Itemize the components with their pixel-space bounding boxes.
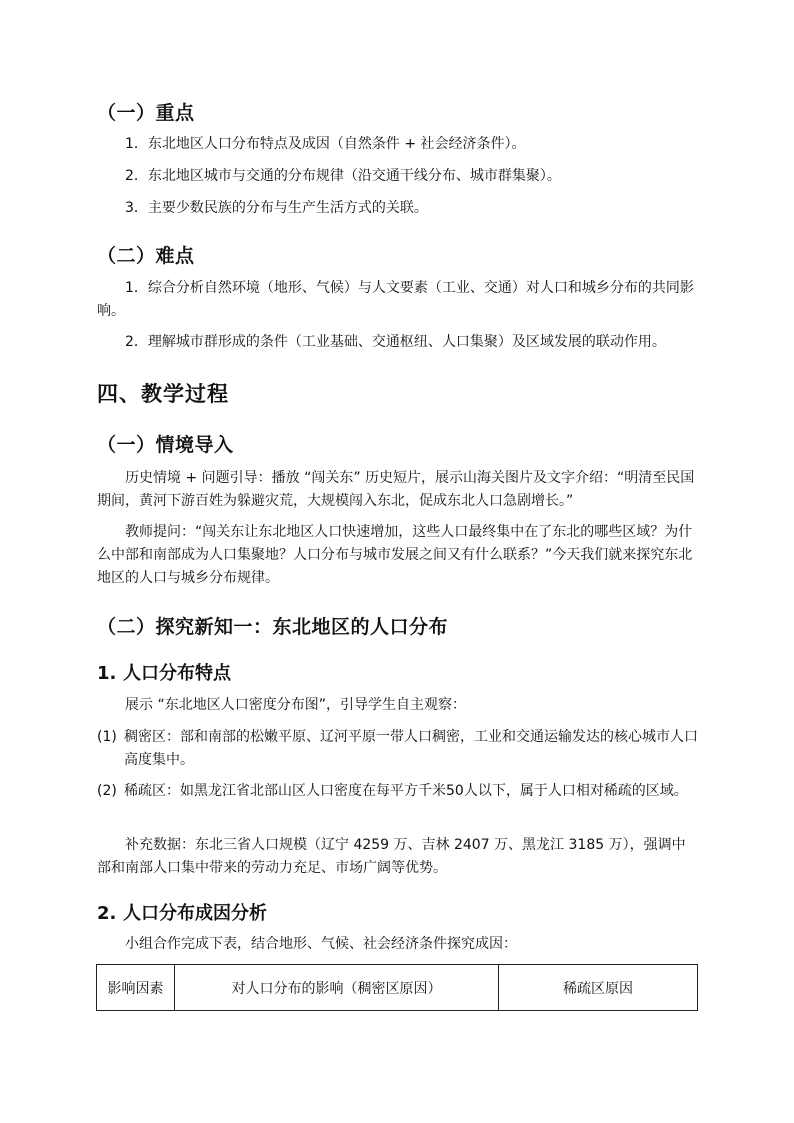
key-point-3: 3．主要少数民族的分布与生产生活方式的关联。 — [125, 200, 428, 216]
distribution-intro: 展示 “东北地区人口密度分布图”，引导学生自主观察： — [125, 697, 466, 713]
supplement-paragraph: 补充数据：东北三省人口规模（辽宁 4259 万、吉林 2407 万、黑龙江 3185 万），强调中部和南部人口集中带来的劳动力充足、市场广阔等优势。 — [97, 837, 686, 876]
situation-paragraph-1: 历史情境 + 问题引导：播放 “闯关东” 历史短片，展示山海关图片及文字介绍：“明清至民国期间，黄河下游百姓为躲避灾荒，大规模闯入东北，促成东北人口急剧增长。” — [97, 470, 695, 509]
subheading-title: 人口分布特点 — [123, 663, 231, 684]
key-point-2: 2．东北地区城市与交通的分布规律（沿交通干线分布、城市群集聚）。 — [125, 168, 561, 184]
cause-intro: 小组合作完成下表，结合地形、气候、社会经济条件探究成因： — [125, 936, 517, 952]
situation-paragraph-2: 教师提问：“闯关东让东北地区人口快速增加，这些人口最终集中在了东北的哪些区域？为什么中部和南部成为人口集聚地？人口分布与城市发展之间又有什么联系？”今天我们就来探究东北地区的人口与城乡分布规律。 — [97, 524, 693, 586]
subheading-distribution-features — [97, 659, 231, 685]
section-heading-situation: （一）情境导入 — [97, 434, 234, 456]
subheading-number: 2. — [97, 903, 117, 924]
table-header-row — [97, 965, 698, 1011]
list-text: 稠密区：部和南部的松嫩平原、辽河平原一带人口稠密，工业和交通运输发达的核心城市人口高度集中。 — [124, 729, 698, 768]
section-heading-key-points: （一）重点 — [97, 102, 195, 124]
difficulty-2: 2．理解城市群形成的条件（工业基础、交通枢纽、人口集聚）及区域发展的联动作用。 — [125, 334, 666, 350]
list-text: 稀疏区：如黑龙江省北部山区人口密度在每平方千米50人以下，属于人口相对稀疏的区域。 — [124, 783, 688, 799]
list-marker: (1) — [97, 729, 117, 745]
subheading-cause-analysis — [97, 899, 267, 925]
section-heading-explore: （二）探究新知一：东北地区的人口分布 — [97, 616, 449, 638]
section-heading-difficulties: （二）难点 — [97, 245, 195, 267]
table-header-cell: 对人口分布的影响（稠密区原因） — [175, 965, 499, 1011]
difficulty-1: 1．综合分析自然环境（地形、气候）与人文要素（工业、交通）对人口和城乡分布的共同影响。 — [97, 280, 694, 319]
cause-analysis-table — [96, 964, 698, 1011]
table-header-cell: 影响因素 — [97, 965, 175, 1011]
subheading-title: 人口分布成因分析 — [123, 903, 267, 924]
list-item-sparse-area — [97, 780, 699, 803]
part-heading-teaching-process: 四、教学过程 — [97, 382, 229, 406]
table-header-cell: 稀疏区原因 — [499, 965, 698, 1011]
key-point-1: 1．东北地区人口分布特点及成因（自然条件 + 社会经济条件）。 — [125, 136, 526, 152]
subheading-number: 1. — [97, 663, 117, 684]
list-item-dense-area — [97, 726, 699, 772]
list-marker: (2) — [97, 783, 117, 799]
